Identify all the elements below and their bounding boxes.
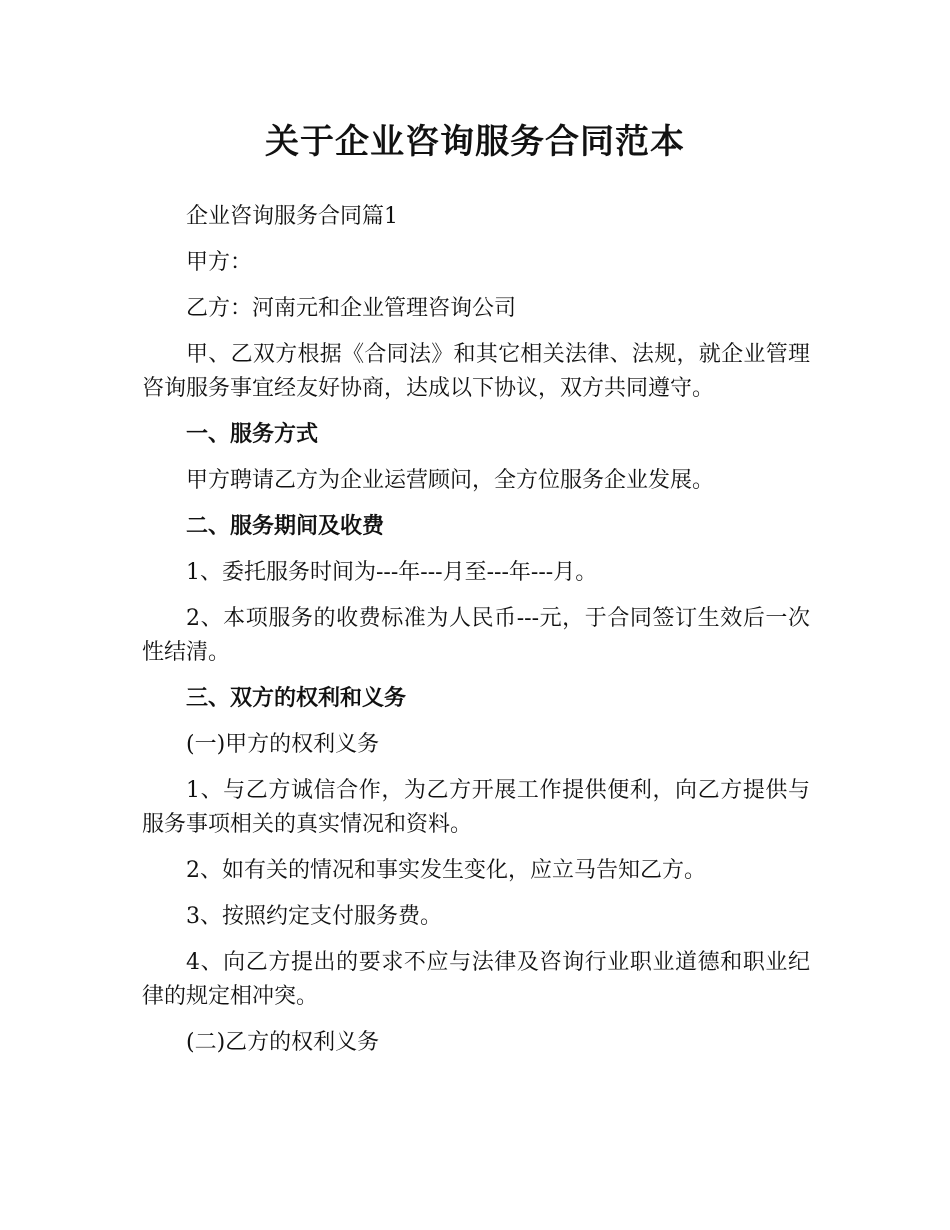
heading-service-period-fee: 二、服务期间及收费 bbox=[186, 514, 385, 539]
paragraph-party-b: 乙方：河南元和企业管理咨询公司 bbox=[186, 296, 517, 321]
document-title: 关于企业咨询服务合同范本 bbox=[265, 122, 685, 162]
heading-rights-obligations: 三、双方的权利和义务 bbox=[186, 686, 407, 711]
paragraph-service-fee: 2、本项服务的收费标准为人民币---元，于合同签订生效后一次性结清。 bbox=[142, 606, 810, 665]
paragraph-party-a: 甲方： bbox=[186, 250, 253, 275]
paragraph-party-a-item-2: 2、如有关的情况和事实发生变化，应立马告知乙方。 bbox=[186, 858, 706, 883]
document-body bbox=[142, 200, 810, 1072]
paragraph-party-a-item-1: 1、与乙方诚信合作，为乙方开展工作提供便利，向乙方提供与服务事项相关的真实情况和资料。 bbox=[142, 778, 810, 837]
paragraph-party-a-item-4: 4、向乙方提出的要求不应与法律及咨询行业职业道德和职业纪律的规定相冲突。 bbox=[142, 950, 810, 1009]
paragraph-section-label: 企业咨询服务合同篇1 bbox=[186, 204, 398, 229]
paragraph-party-a-item-3: 3、按照约定支付服务费。 bbox=[186, 904, 442, 929]
paragraph-preamble: 甲、乙双方根据《合同法》和其它相关法律、法规，就企业管理咨询服务事宜经友好协商，达成以下协议，双方共同遵守。 bbox=[142, 342, 810, 401]
paragraph-service-period: 1、委托服务时间为---年---月至---年---月。 bbox=[186, 560, 598, 585]
paragraph-service-mode: 甲方聘请乙方为企业运营顾问，全方位服务企业发展。 bbox=[186, 468, 715, 493]
heading-service-mode: 一、服务方式 bbox=[186, 422, 319, 447]
subheading-party-a-rights: (一)甲方的权利义务 bbox=[186, 732, 380, 757]
subheading-party-b-rights: (二)乙方的权利义务 bbox=[186, 1030, 380, 1055]
